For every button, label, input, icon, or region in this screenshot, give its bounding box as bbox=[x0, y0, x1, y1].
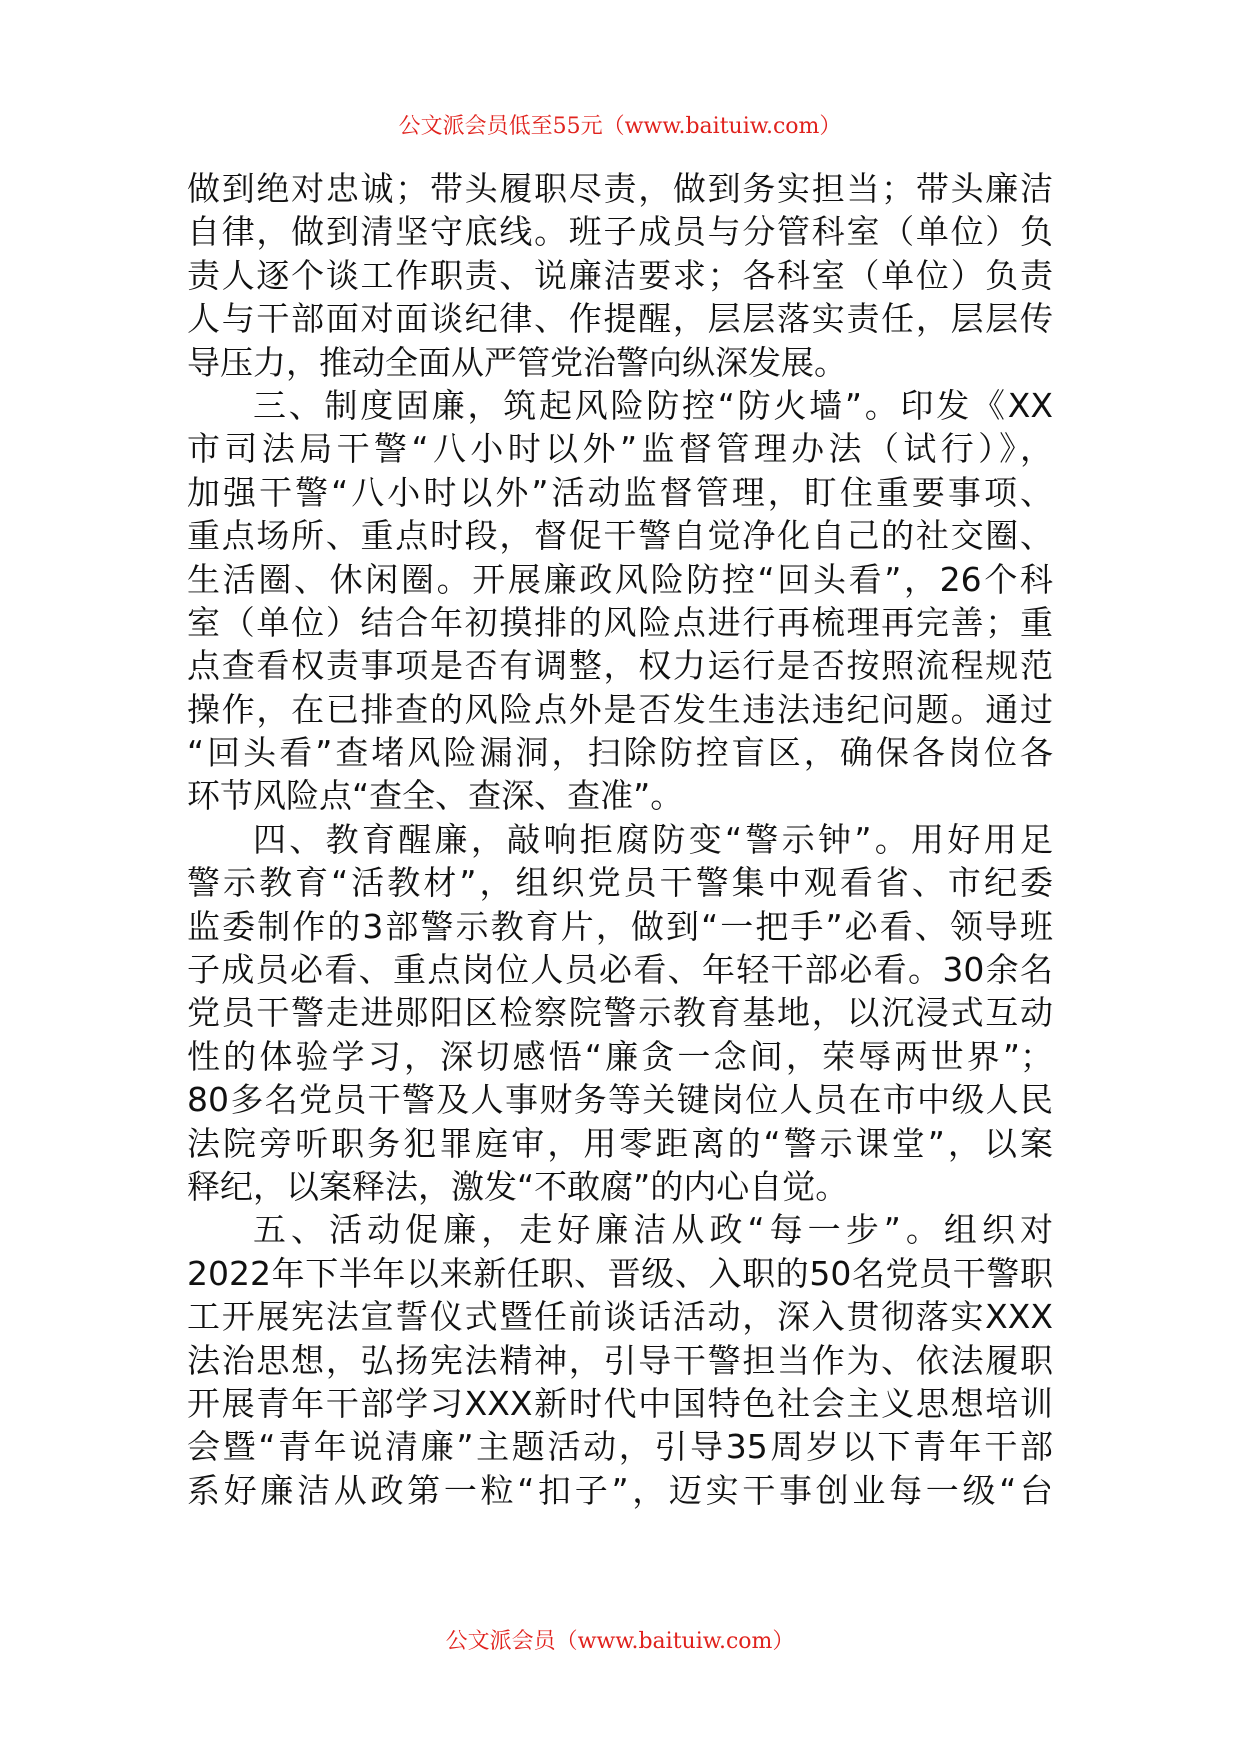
text-line: 法治思想，弘扬宪法精神，引导干警担当作为、依法履职 bbox=[187, 1340, 1053, 1380]
text-line: 性的体验学习，深切感悟“廉贪一念间，荣辱两世界”； bbox=[187, 1036, 1053, 1076]
text-line: 三、制度固廉，筑起风险防控“防火墙”。印发《XX bbox=[253, 385, 1053, 425]
text-line: 子成员必看、重点岗位人员必看、年轻干部必看。30余名 bbox=[187, 950, 1053, 990]
text-line: 室（单位）结合年初摸排的风险点进行再梳理再完善；重 bbox=[187, 602, 1053, 642]
text-line: 法院旁听职务犯罪庭审，用零距离的“警示课堂”，以案 bbox=[187, 1123, 1053, 1163]
paragraph-2 bbox=[187, 384, 1053, 818]
text-line: 开展青年干部学习XXX新时代中国特色社会主义思想培训 bbox=[187, 1383, 1053, 1423]
text-line: 警示教育“活教材”，组织党员干警集中观看省、市纪委 bbox=[187, 863, 1053, 903]
text-line: 点查看权责事项是否有调整，权力运行是否按照流程规范 bbox=[187, 646, 1053, 686]
text-line: 环节风险点“查全、查深、查准”。 bbox=[187, 776, 684, 816]
text-line: 党员干警走进郧阳区检察院警示教育基地，以沉浸式互动 bbox=[187, 993, 1053, 1033]
text-line: 自律，做到清坚守底线。班子成员与分管科室（单位）负 bbox=[187, 212, 1053, 252]
text-line: 2022年下半年以来新任职、晋级、入职的50名党员干警职 bbox=[187, 1253, 1053, 1293]
footer-promo-banner: 公文派会员（www.baituiw.com） bbox=[445, 1629, 795, 1654]
text-line: 四、教育醒廉，敲响拒腐防变“警示钟”。用好用足 bbox=[253, 819, 1053, 859]
paragraph-3 bbox=[187, 818, 1053, 1209]
document-body bbox=[187, 167, 1053, 1512]
text-line: 五、活动促廉，走好廉洁从政“每一步”。组织对 bbox=[253, 1210, 1053, 1250]
text-line: 操作，在已排查的风险点外是否发生违法违纪问题。通过 bbox=[187, 689, 1053, 729]
text-line: 释纪，以案释法，激发“不敢腐”的内心自觉。 bbox=[187, 1166, 849, 1206]
text-line: 工开展宪法宣誓仪式暨任前谈话活动，深入贯彻落实XXX bbox=[187, 1297, 1053, 1337]
text-line: 80多名党员干警及人事财务等关键岗位人员在市中级人民 bbox=[187, 1080, 1053, 1120]
text-line: 系好廉洁从政第一粒“扣子”，迈实干事创业每一级“台 bbox=[187, 1470, 1053, 1510]
text-line: 会暨“青年说清廉”主题活动，引导35周岁以下青年干部 bbox=[187, 1427, 1053, 1467]
text-line: 重点场所、重点时段，督促干警自觉净化自己的社交圈、 bbox=[187, 516, 1053, 556]
text-line: 人与干部面对面谈纪律、作提醒，层层落实责任，层层传 bbox=[187, 299, 1053, 339]
paragraph-4 bbox=[187, 1208, 1053, 1512]
text-line: 责人逐个谈工作职责、说廉洁要求；各科室（单位）负责 bbox=[187, 255, 1053, 295]
text-line: 市司法局干警“八小时以外”监督管理办法（试行）》， bbox=[187, 429, 1053, 469]
text-line: 做到绝对忠诚；带头履职尽责，做到务实担当；带头廉洁 bbox=[187, 169, 1053, 208]
text-line: 加强干警“八小时以外”活动监督管理，盯住重要事项、 bbox=[187, 472, 1053, 512]
text-line: 监委制作的3部警示教育片，做到“一把手”必看、领导班 bbox=[187, 906, 1053, 946]
header-promo-banner: 公文派会员低至55元（www.baituiw.com） bbox=[398, 114, 842, 139]
text-line: 生活圈、休闲圈。开展廉政风险防控“回头看”，26个科 bbox=[187, 559, 1053, 599]
text-line: “回头看”查堵风险漏洞，扫除防控盲区，确保各岗位各 bbox=[187, 733, 1053, 773]
text-line: 导压力，推动全面从严管党治警向纵深发展。 bbox=[187, 342, 847, 382]
paragraph-1 bbox=[187, 167, 1053, 384]
